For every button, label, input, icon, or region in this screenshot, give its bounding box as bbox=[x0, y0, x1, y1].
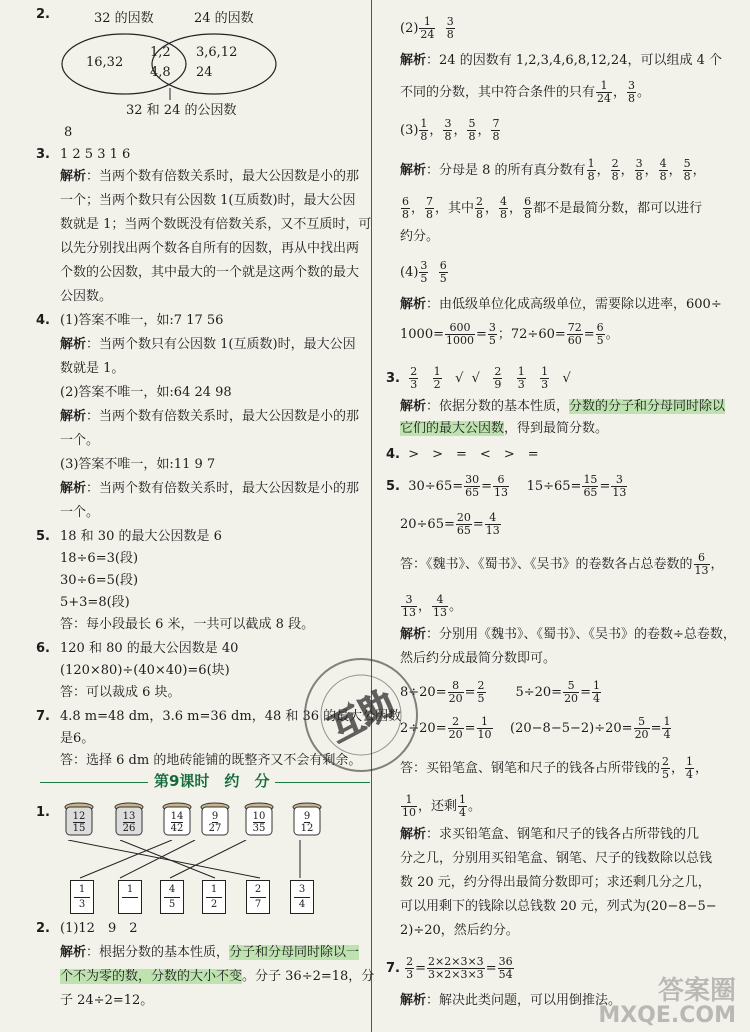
q6-line-2: (120×80)÷(40×40)=6(块) bbox=[60, 663, 230, 678]
q5-line-1: 18 和 30 的最大公因数是 6 bbox=[60, 529, 222, 544]
q4-part2-exp: 解析：当两个数有倍数关系时，最大公因数是小的那 bbox=[60, 409, 360, 424]
q3-explanation-6: 公因数。 bbox=[60, 289, 113, 304]
venn-right-only-2: 24 bbox=[196, 65, 213, 80]
q7-line-1: 4.8 m=48 dm，3.6 m=36 dm，48 和 36 的最大公因数 bbox=[60, 709, 402, 724]
venn-left-only: 16,32 bbox=[86, 55, 124, 70]
r-q5-exp-1: 解析：分别用《魏书》、《蜀书》、《吴书》的卷数÷总卷数， bbox=[400, 627, 736, 642]
fraction-card: 1 3 bbox=[70, 880, 94, 914]
q4-part3-exp-2: 一个。 bbox=[60, 505, 100, 520]
q3-explanation-3: 数就是 1；当两个数既没有倍数关系，又不互质时，可 bbox=[60, 217, 372, 232]
stamp-logo bbox=[296, 650, 426, 780]
fraction-jar: 13 26 bbox=[112, 802, 146, 840]
q4-part1: (1)答案不唯一，如:7 17 56 bbox=[60, 313, 224, 328]
q4-number: 4. bbox=[36, 313, 50, 328]
matching-lines bbox=[50, 840, 320, 880]
q6-line-1: 120 和 80 的最大公因数是 40 bbox=[60, 641, 239, 656]
q4-part3: (3)答案不唯一，如:11 9 7 bbox=[60, 457, 216, 472]
q4-part1-exp-2: 数就是 1。 bbox=[60, 361, 125, 376]
q2-number: 2. bbox=[36, 7, 50, 22]
q4-part2: (2)答案不唯一，如:64 24 98 bbox=[60, 385, 232, 400]
s1-number: 1. bbox=[36, 805, 50, 820]
s2-exp-1: 解析：根据分数的基本性质，分子和分母同时除以一 bbox=[60, 945, 360, 960]
r-q3b: (3) $\frac{1}{8}$ ， $\frac{3}{8}$ ， $\frac{5}{8}$ ， $\frac{7}{8}$ bbox=[400, 117, 500, 143]
q3-explanation-2: 一个；当两个数只有公因数 1(互质数)时，最大公因 bbox=[60, 193, 356, 208]
venn-caption: 32 和 24 的公因数 bbox=[126, 103, 237, 118]
q3-explanation-1 bbox=[60, 168, 359, 186]
s2-answer: (1)12 9 2 bbox=[60, 921, 138, 936]
r-q3: 3. $\frac{2}{3}$ $\frac{1}{2}$ √ √ $\frac{2}{9}$ $\frac{1}{3}$ $\frac{1}{3}$ √ bbox=[386, 365, 571, 391]
r-q7-exp: 解析：解决此类问题，可以用倒推法。 bbox=[400, 993, 622, 1008]
q3-number: 3. bbox=[36, 147, 50, 162]
r-q6-exp-1: 解析：求买铅笔盒、钢笔和尺子的钱各占所带钱的几 bbox=[400, 827, 700, 842]
q4-part1-exp: 解析：当两个数只有公因数 1(互质数)时，最大公因 bbox=[60, 337, 356, 352]
r-q4b-exp-2: 1000= $\frac{600}{1000}$ = $\frac{3}{5}$ ；72÷60= $\frac{72}{60}$ = $\frac{6}{5}$ 。 bbox=[400, 321, 619, 347]
fraction-card: 1 2 bbox=[202, 880, 226, 914]
q5-number: 5. bbox=[36, 529, 50, 544]
fraction-card: 4 5 bbox=[160, 880, 184, 914]
q2-set-b-label: 24 的因数 bbox=[194, 11, 254, 26]
r-q6-eq1: 8÷20= $\frac{8}{20}$ = $\frac{2}{5}$ 5÷20= $\frac{5}{20}$ = $\frac{1}{4}$ bbox=[400, 679, 600, 705]
jx-label: 解析 bbox=[60, 169, 87, 184]
fraction: $\frac{1}{24}$ bbox=[420, 15, 435, 41]
r-q3-exp-2: 它们的最大公因数，得到最简分数。 bbox=[400, 421, 609, 436]
r-q5-exp-2: 然后约分成最简分数即可。 bbox=[400, 651, 557, 666]
q6-line-3: 答：可以裁成 6 块。 bbox=[60, 685, 181, 700]
r-q6-answer-1: 答：买铅笔盒、钢笔和尺子的钱各占所带钱的 $\frac{2}{5}$ ， $\frac{1}{4}$ ， bbox=[400, 755, 709, 781]
r-q4: 4. > > = < > = bbox=[386, 447, 539, 462]
q3-explanation-4: 以先分别找出两个数各自所有的因数，再从中找出两 bbox=[60, 241, 360, 256]
r-q3b-exp-3: 约分。 bbox=[400, 229, 440, 244]
fraction-jar: 10 35 bbox=[242, 802, 276, 840]
venn-right-only-1: 3,6,12 bbox=[196, 45, 238, 60]
section-title: 第9课时 约 分 bbox=[148, 770, 275, 791]
r-q3-exp-1: 解析：依据分数的基本性质，分数的分子和分母同时除以 bbox=[400, 399, 726, 414]
q3-answer: 1 2 5 3 1 6 bbox=[60, 147, 131, 162]
fraction-jar: 9 27 bbox=[198, 802, 232, 840]
r-q2b: (2) $\frac{1}{24}$ $\frac{3}{8}$ bbox=[400, 15, 454, 41]
fraction: $\frac{3}{8}$ bbox=[446, 15, 454, 41]
r-q6-exp-5: 2)÷20，然后约分。 bbox=[400, 923, 519, 938]
venn-intersection-1: 1,2 bbox=[150, 45, 171, 60]
r-q4b-exp-1: 解析：由低级单位化成高级单位，需要除以进率，600÷ bbox=[400, 297, 722, 312]
s2-exp-3: 子 24÷2=12。 bbox=[60, 993, 154, 1008]
s2-number: 2. bbox=[36, 921, 50, 936]
q3-exp-text: ：当两个数有倍数关系时，最大公因数是小的那 bbox=[86, 169, 360, 184]
r-q5-answer-1: 答：《魏书》、《蜀书》、《吴书》的卷数各占总卷数的 $\frac{6}{13}$ ， bbox=[400, 551, 724, 577]
r-q6-exp-2: 分之几，分别用买铅笔盒、钢笔、尺子的钱数除以总钱 bbox=[400, 851, 713, 866]
fraction-jar: 14 42 bbox=[160, 802, 194, 840]
svg-text:互助: 互助 bbox=[322, 683, 402, 751]
q4-part3-exp: 解析：当两个数有倍数关系时，最大公因数是小的那 bbox=[60, 481, 360, 496]
r-q6-exp-4: 可以用剩下的钱除以总钱数 20 元，列式为(20−8−5− bbox=[400, 899, 717, 914]
r-q7: 7. $\frac{2}{3}$ = $\frac{2\times 2\times 3\times 3}{3\times 2\times 3\times 3}$ = $\frac{36}{54}$ bbox=[386, 955, 513, 981]
q5-line-5: 答：每小段最长 6 米，一共可以截成 8 段。 bbox=[60, 617, 315, 632]
watermark: 答案圈 MXQE.COM bbox=[598, 976, 736, 1028]
r-q4b: (4) $\frac{3}{5}$ $\frac{6}{5}$ bbox=[400, 259, 447, 285]
q2-answer: 8 bbox=[64, 125, 73, 140]
r-q2b-exp-2: 不同的分数，其中符合条件的只有 $\frac{1}{24}$ ， $\frac{3}{8}$ 。 bbox=[400, 79, 651, 105]
venn-intersection-2: 4,8 bbox=[150, 65, 171, 80]
q4-part2-exp-2: 一个。 bbox=[60, 433, 100, 448]
q6-number: 6. bbox=[36, 641, 50, 656]
fraction-card: 2 7 bbox=[246, 880, 270, 914]
r-q6-eq2: 2÷20= $\frac{2}{20}$ = $\frac{1}{10}$ (20−8−5−2)÷20= $\frac{5}{20}$ = $\frac{1}{4}$ bbox=[400, 715, 671, 741]
q7-line-3: 答：选择 6 dm 的地砖能铺的既整齐又不会有剩余。 bbox=[60, 753, 362, 768]
fraction-card: 1 bbox=[118, 880, 142, 914]
q5-line-4: 5+3=8(段) bbox=[60, 595, 130, 610]
q7-number: 7. bbox=[36, 709, 50, 724]
fraction-jar: 9 12 bbox=[290, 802, 324, 840]
r-q6-exp-3: 数 20 元，约分得出最简分数即可；求还剩几分之几， bbox=[400, 875, 711, 890]
s2-exp-2: 个不为零的数，分数的大小不变。分子 36÷2=18，分 bbox=[60, 969, 375, 984]
r-q6-answer-2: $\frac{1}{10}$ ，还剩 $\frac{1}{4}$ 。 bbox=[402, 793, 482, 819]
r-q2b-exp-1: 解析：24 的因数有 1,2,3,4,6,8,12,24，可以组成 4 个 bbox=[400, 53, 722, 68]
r-q5-answer-2: $\frac{3}{13}$ ， $\frac{4}{13}$ 。 bbox=[402, 593, 463, 619]
r-q5-eq1: 5. 30÷65= $\frac{30}{65}$ = $\frac{6}{13}$ 15÷65= $\frac{15}{65}$ = $\frac{3}{13}$ bbox=[386, 473, 627, 499]
fraction-card: 3 4 bbox=[290, 880, 314, 914]
fraction-jar: 12 15 bbox=[62, 802, 96, 840]
q7-line-2: 是6。 bbox=[60, 731, 95, 746]
column-divider bbox=[371, 0, 372, 1032]
r-q3b-exp-2: $\frac{6}{8}$ ， $\frac{7}{8}$ ，其中 $\frac{2}{8}$ ， $\frac{4}{8}$ ， $\frac{6}{8}$ 都不是最简分数，都可以进行 bbox=[402, 195, 703, 221]
q3-explanation-5: 个数的公因数，其中最大的一个就是这两个数的最大 bbox=[60, 265, 360, 280]
r-q5-eq2: 20÷65= $\frac{20}{65}$ = $\frac{4}{13}$ bbox=[400, 511, 500, 537]
q2-set-a-label: 32 的因数 bbox=[94, 11, 154, 26]
q5-line-2: 18÷6=3(段) bbox=[60, 551, 139, 566]
r-q3b-exp-1: 解析：分母是 8 的所有真分数有 $\frac{1}{8}$ ， $\frac{2}{8}$ ， $\frac{3}{8}$ ， $\frac{4}{8}$ ， $\frac{5}{8}$ ， bbox=[400, 157, 706, 183]
q5-line-3: 30÷6=5(段) bbox=[60, 573, 139, 588]
